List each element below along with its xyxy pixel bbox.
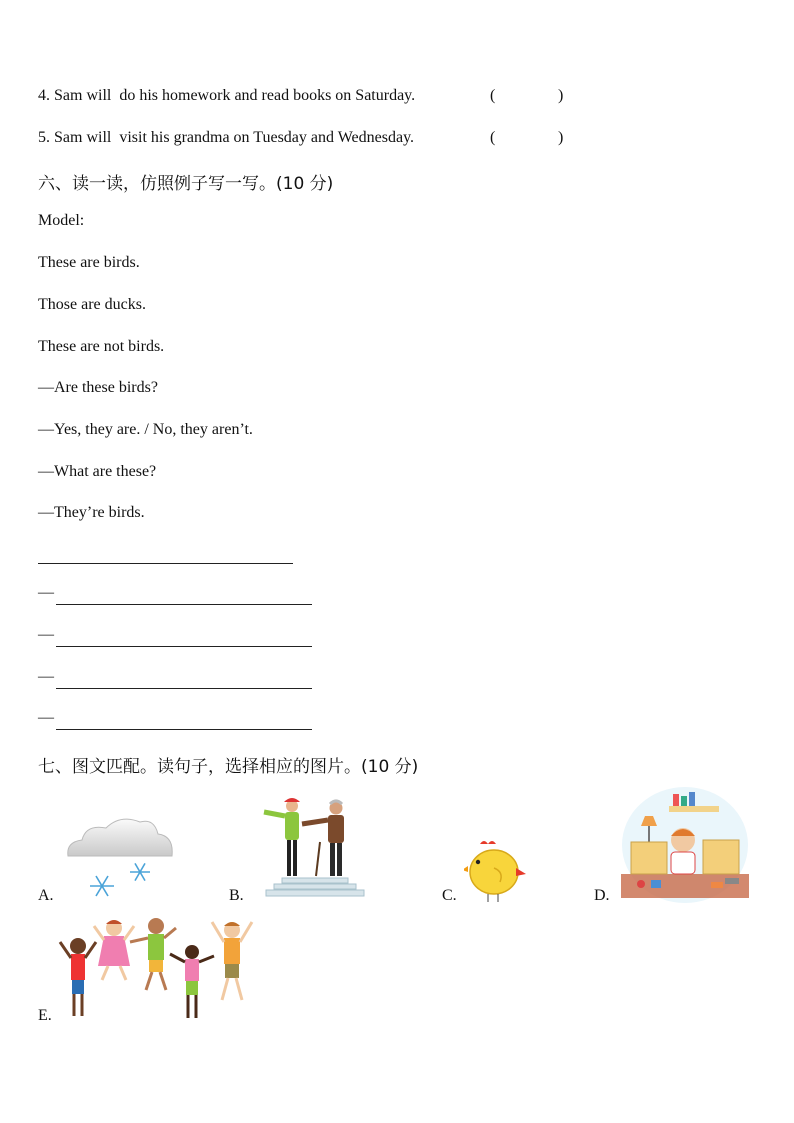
answer-paren-close: ) [558,129,564,146]
model-line: Those are ducks. [38,296,146,313]
answer-dash: — [38,668,54,685]
snow-cloud-icon [62,812,176,904]
option-label-a: A. [38,887,54,904]
section-7-heading: 七、图文匹配。读句子，选择相应的图片。(10 分) [38,757,419,777]
option-label-c: C. [442,887,457,904]
answer-paren-open: ( [490,129,496,146]
model-line: These are not birds. [38,338,165,355]
answer-blank[interactable] [56,604,312,605]
model-line: —Yes, they are. / No, they aren’t. [38,421,253,438]
chick-icon [464,838,528,904]
answer-blank[interactable] [56,688,312,689]
model-line: These are birds. [38,254,140,271]
option-label-e: E. [38,1007,52,1024]
model-line: —Are these birds? [38,379,158,396]
answer-blank[interactable] [56,646,312,647]
answer-blank[interactable] [56,729,312,730]
option-label-d: D. [594,887,610,904]
section-6-heading: 六、读一读，仿照例子写一写。(10 分) [38,174,334,194]
answer-paren-close: ) [558,87,564,104]
answer-blank[interactable] [38,563,293,564]
answer-dash: — [38,709,54,726]
answer-dash: — [38,584,54,601]
jumping-children-icon [58,912,254,1024]
statement-5: 5. Sam will visit his grandma on Tuesday and Wednesday. [38,129,415,146]
helping-grandpa-icon [258,794,368,902]
option-label-b: B. [229,887,244,904]
answer-dash: — [38,626,54,643]
answer-paren-open: ( [490,87,496,104]
statement-4: 4. Sam will do his homework and read books on Saturday. [38,87,416,104]
model-line: —They’re birds. [38,504,145,521]
model-line: —What are these? [38,463,157,480]
messy-room-icon [621,786,749,904]
model-label: Model: [38,212,85,229]
